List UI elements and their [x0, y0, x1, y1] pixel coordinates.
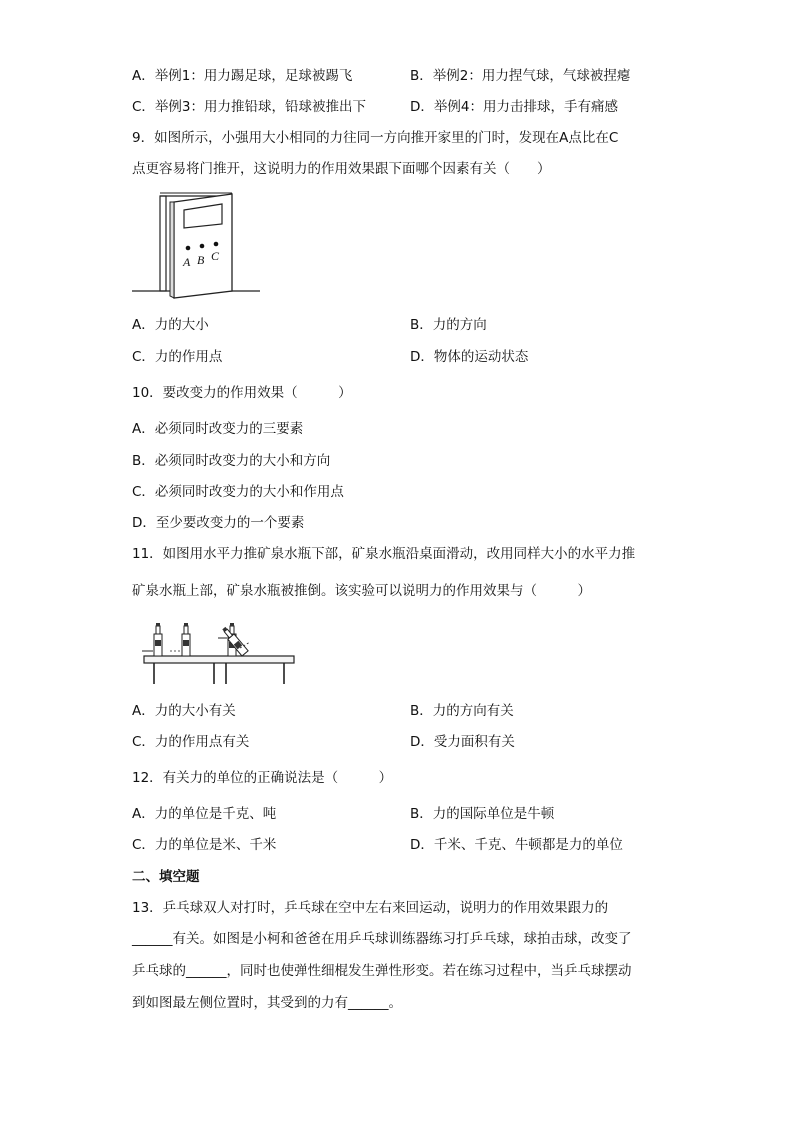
door-label-b: B: [197, 253, 205, 267]
q10-option-b: B．必须同时改变力的大小和方向: [132, 453, 331, 469]
door-label-a: A: [183, 255, 191, 269]
q8-option-c: C．举例3：用力推铅球，铅球被推出下: [132, 99, 367, 115]
q10-option-d: D．至少要改变力的一个要素: [132, 515, 305, 531]
bottle-1: [154, 623, 162, 656]
q13-line3: 乒乓球的______，同时也使弹性细棍发生弹性形变。若在练习过程中，当乒乓球摆动: [132, 963, 632, 979]
q11-option-b: B．力的方向有关: [410, 703, 514, 719]
q12-stem: 12．有关力的单位的正确说法是（ ）: [132, 770, 393, 786]
q11-option-d: D．受力面积有关: [410, 734, 515, 750]
bottle-2: [182, 623, 190, 656]
bottle-figure: [142, 618, 298, 688]
q12-option-b: B．力的国际单位是牛顿: [410, 806, 555, 822]
q11-stem-line2: 矿泉水瓶上部，矿泉水瓶被推倒。该实验可以说明力的作用效果与（ ）: [132, 583, 591, 599]
q13-line4: 到如图最左侧位置时，其受到的力有______。: [132, 995, 402, 1011]
q9-stem-line1: 9．如图所示，小强用大小相同的力往同一方向推开家里的门时，发现在A点比在C: [132, 130, 619, 146]
q9-option-c: C．力的作用点: [132, 349, 223, 365]
door-point-c: [214, 242, 219, 247]
q10-option-a: A．必须同时改变力的三要素: [132, 421, 304, 437]
q10-stem: 10．要改变力的作用效果（ ）: [132, 385, 352, 401]
q13-line1: 13．乒乓球双人对打时，乒乓球在空中左右来回运动，说明力的作用效果跟力的: [132, 900, 609, 916]
q12-option-d: D．千米、千克、牛顿都是力的单位: [410, 837, 623, 853]
q8-option-b: B．举例2：用力捏气球，气球被捏瘪: [410, 68, 631, 84]
q8-option-a: A．举例1：用力踢足球，足球被踢飞: [132, 68, 353, 84]
q11-option-a: A．力的大小有关: [132, 703, 236, 719]
q9-option-b: B．力的方向: [410, 317, 487, 333]
door-point-a: [186, 246, 191, 251]
q9-option-d: D．物体的运动状态: [410, 349, 529, 365]
door-point-b: [200, 244, 205, 249]
q13-line2: ______有关。如图是小柯和爸爸在用乒乓球训练器练习打乒乓球，球拍击球，改变了: [132, 931, 632, 947]
door-figure: [132, 188, 262, 302]
q12-option-c: C．力的单位是米、千米: [132, 837, 277, 853]
door-label-c: C: [211, 249, 220, 263]
q12-option-a: A．力的单位是千克、吨: [132, 806, 277, 822]
q10-option-c: C．必须同时改变力的大小和作用点: [132, 484, 344, 500]
q8-option-d: D．举例4：用力击排球，手有痛感: [410, 99, 618, 115]
q9-stem-line2: 点更容易将门推开，这说明力的作用效果跟下面哪个因素有关（ ）: [132, 161, 551, 177]
q11-option-c: C．力的作用点有关: [132, 734, 250, 750]
q9-option-a: A．力的大小: [132, 317, 209, 333]
q11-stem-line1: 11．如图用水平力推矿泉水瓶下部，矿泉水瓶沿桌面滑动，改用同样大小的水平力推: [132, 546, 636, 562]
section-title-fill-in: 二、填空题: [132, 869, 200, 885]
